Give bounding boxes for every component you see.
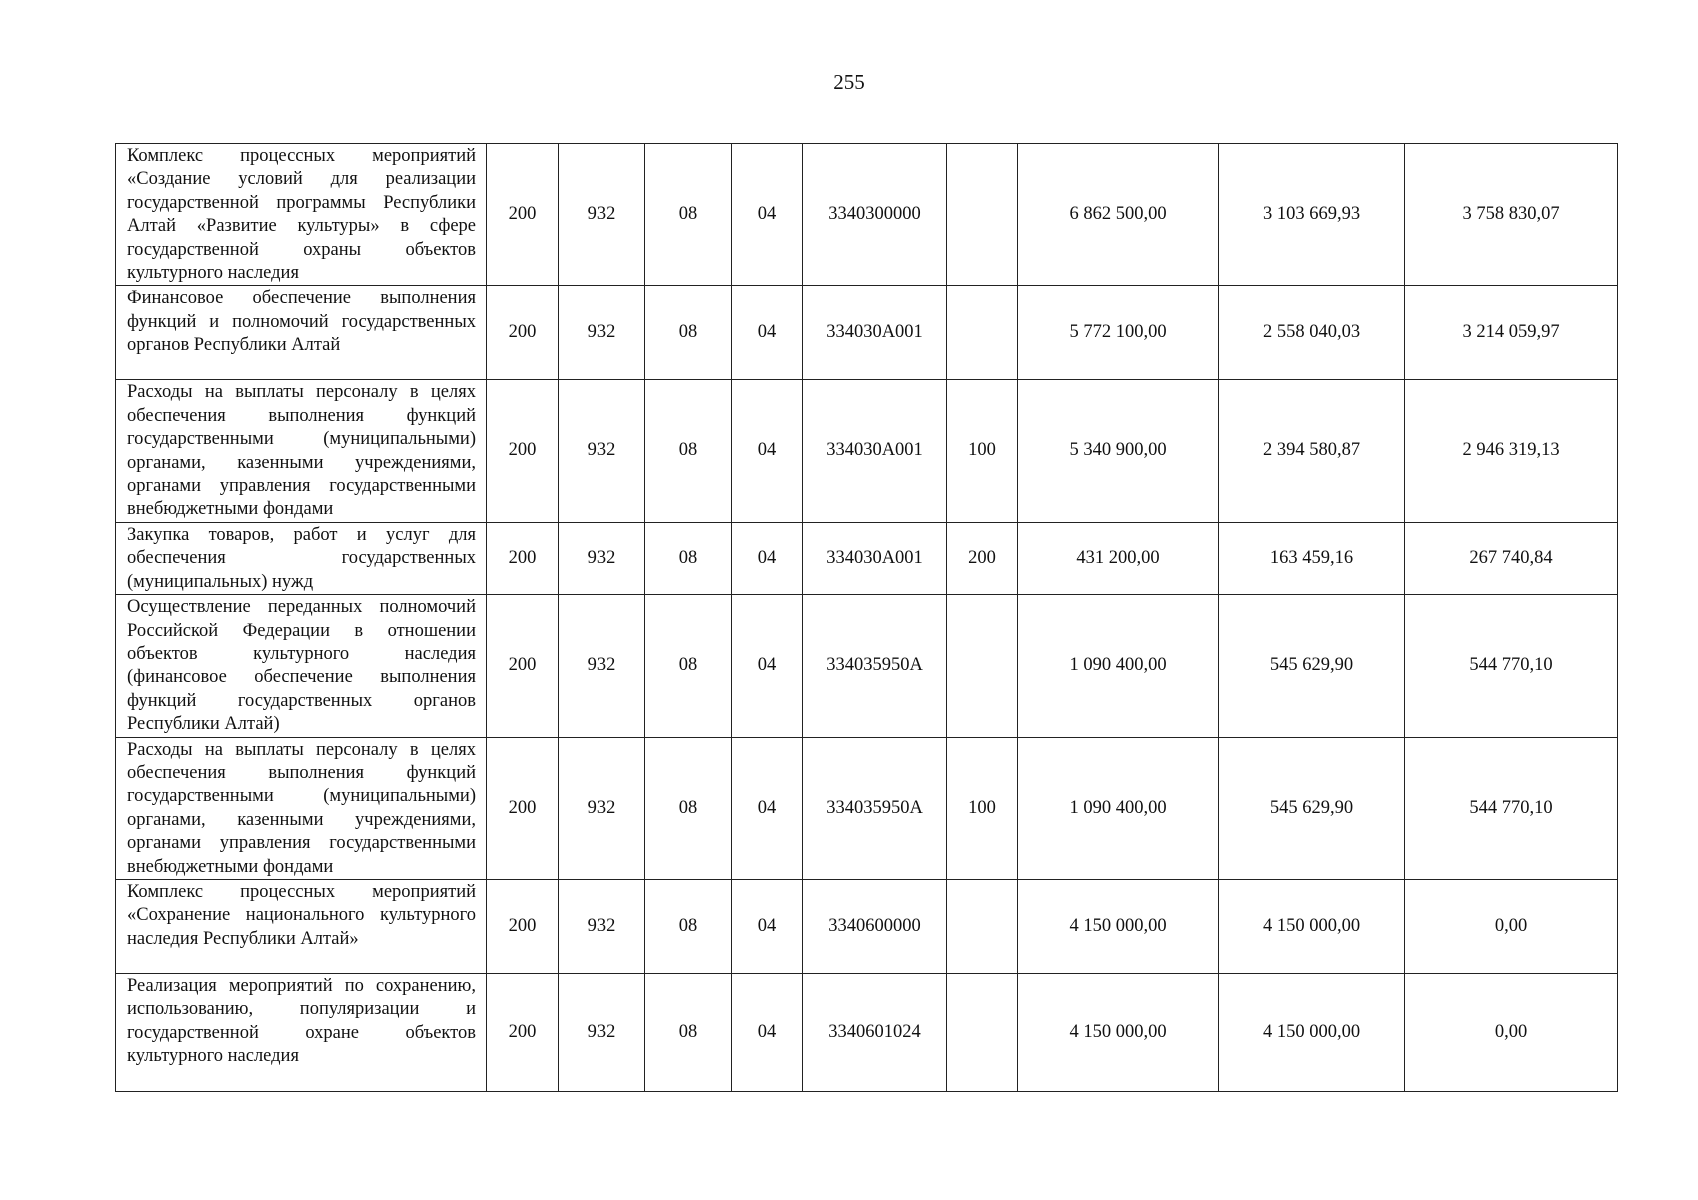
section-cell: 08 <box>645 522 732 594</box>
expense-type-cell <box>947 595 1018 737</box>
expense-type-cell: 100 <box>947 380 1018 522</box>
expense-type-cell <box>947 973 1018 1091</box>
amount-1-cell: 4 150 000,00 <box>1018 879 1219 973</box>
table-row <box>116 144 1618 286</box>
subsection-cell: 04 <box>732 973 803 1091</box>
amount-1-cell: 5 340 900,00 <box>1018 380 1219 522</box>
code-cell: 200 <box>487 144 559 286</box>
expense-type-cell <box>947 286 1018 380</box>
amount-2-cell: 2 394 580,87 <box>1219 380 1405 522</box>
amount-2-cell: 3 103 669,93 <box>1219 144 1405 286</box>
amount-1-cell: 1 090 400,00 <box>1018 595 1219 737</box>
budget-table <box>115 143 1618 1092</box>
amount-1-cell: 5 772 100,00 <box>1018 286 1219 380</box>
target-article-cell: 334030А001 <box>803 380 947 522</box>
expense-name: Финансовое обеспечение выполнения функций и полномочий государственных органов Республики Алтай <box>116 286 487 380</box>
expense-name: Расходы на выплаты персоналу в целях обеспечения выполнения функций государственными (муниципальными) органами, казенными учреждениями, органами управления государственными внебюджетными фондами <box>116 737 487 879</box>
amount-2-cell: 2 558 040,03 <box>1219 286 1405 380</box>
expense-type-cell <box>947 144 1018 286</box>
amount-2-cell: 545 629,90 <box>1219 595 1405 737</box>
amount-1-cell: 1 090 400,00 <box>1018 737 1219 879</box>
code-cell: 200 <box>487 380 559 522</box>
amount-1-cell: 431 200,00 <box>1018 522 1219 594</box>
table-row <box>116 737 1618 879</box>
amount-2-cell: 4 150 000,00 <box>1219 879 1405 973</box>
target-article-cell: 3340600000 <box>803 879 947 973</box>
amount-3-cell: 2 946 319,13 <box>1405 380 1618 522</box>
target-article-cell: 334030А001 <box>803 286 947 380</box>
target-article-cell: 334035950А <box>803 595 947 737</box>
code-cell: 200 <box>487 737 559 879</box>
amount-1-cell: 4 150 000,00 <box>1018 973 1219 1091</box>
table-row <box>116 973 1618 1091</box>
expense-name: Расходы на выплаты персоналу в целях обеспечения выполнения функций государственными (муниципальными) органами, казенными учреждениями, органами управления государственными внебюджетными фондами <box>116 380 487 522</box>
ministry-code-cell: 932 <box>559 144 645 286</box>
amount-3-cell: 3 758 830,07 <box>1405 144 1618 286</box>
subsection-cell: 04 <box>732 595 803 737</box>
subsection-cell: 04 <box>732 286 803 380</box>
ministry-code-cell: 932 <box>559 286 645 380</box>
ministry-code-cell: 932 <box>559 595 645 737</box>
amount-3-cell: 3 214 059,97 <box>1405 286 1618 380</box>
amount-2-cell: 4 150 000,00 <box>1219 973 1405 1091</box>
subsection-cell: 04 <box>732 879 803 973</box>
code-cell: 200 <box>487 522 559 594</box>
expense-name: Закупка товаров, работ и услуг для обеспечения государственных (муниципальных) нужд <box>116 522 487 594</box>
table-row <box>116 380 1618 522</box>
amount-1-cell: 6 862 500,00 <box>1018 144 1219 286</box>
code-cell: 200 <box>487 973 559 1091</box>
section-cell: 08 <box>645 286 732 380</box>
subsection-cell: 04 <box>732 380 803 522</box>
section-cell: 08 <box>645 973 732 1091</box>
section-cell: 08 <box>645 737 732 879</box>
subsection-cell: 04 <box>732 144 803 286</box>
code-cell: 200 <box>487 595 559 737</box>
ministry-code-cell: 932 <box>559 737 645 879</box>
target-article-cell: 3340300000 <box>803 144 947 286</box>
section-cell: 08 <box>645 380 732 522</box>
amount-3-cell: 0,00 <box>1405 879 1618 973</box>
expense-name: Комплекс процессных мероприятий «Создание условий для реализации государственной программы Республики Алтай «Развитие культуры» в сфере государственной охраны объектов культурного наследия <box>116 144 487 286</box>
expense-type-cell <box>947 879 1018 973</box>
target-article-cell: 334030А001 <box>803 522 947 594</box>
subsection-cell: 04 <box>732 737 803 879</box>
amount-3-cell: 0,00 <box>1405 973 1618 1091</box>
target-article-cell: 334035950А <box>803 737 947 879</box>
subsection-cell: 04 <box>732 522 803 594</box>
code-cell: 200 <box>487 879 559 973</box>
amount-3-cell: 544 770,10 <box>1405 595 1618 737</box>
code-cell: 200 <box>487 286 559 380</box>
expense-name: Комплекс процессных мероприятий «Сохранение национального культурного наследия Республики Алтай» <box>116 879 487 973</box>
table-row <box>116 286 1618 380</box>
page-number: 255 <box>833 70 865 94</box>
expense-type-cell: 100 <box>947 737 1018 879</box>
table-row <box>116 879 1618 973</box>
amount-2-cell: 545 629,90 <box>1219 737 1405 879</box>
section-cell: 08 <box>645 144 732 286</box>
amount-3-cell: 267 740,84 <box>1405 522 1618 594</box>
table-row <box>116 522 1618 594</box>
ministry-code-cell: 932 <box>559 973 645 1091</box>
expense-name: Осуществление переданных полномочий Российской Федерации в отношении объектов культурного наследия (финансовое обеспечение выполнения функций государственных органов Республики Алтай) <box>116 595 487 737</box>
amount-3-cell: 544 770,10 <box>1405 737 1618 879</box>
target-article-cell: 3340601024 <box>803 973 947 1091</box>
expense-type-cell: 200 <box>947 522 1018 594</box>
ministry-code-cell: 932 <box>559 879 645 973</box>
expense-name: Реализация мероприятий по сохранению, использованию, популяризации и государственной охране объектов культурного наследия <box>116 973 487 1091</box>
section-cell: 08 <box>645 879 732 973</box>
ministry-code-cell: 932 <box>559 380 645 522</box>
amount-2-cell: 163 459,16 <box>1219 522 1405 594</box>
section-cell: 08 <box>645 595 732 737</box>
ministry-code-cell: 932 <box>559 522 645 594</box>
table-row <box>116 595 1618 737</box>
